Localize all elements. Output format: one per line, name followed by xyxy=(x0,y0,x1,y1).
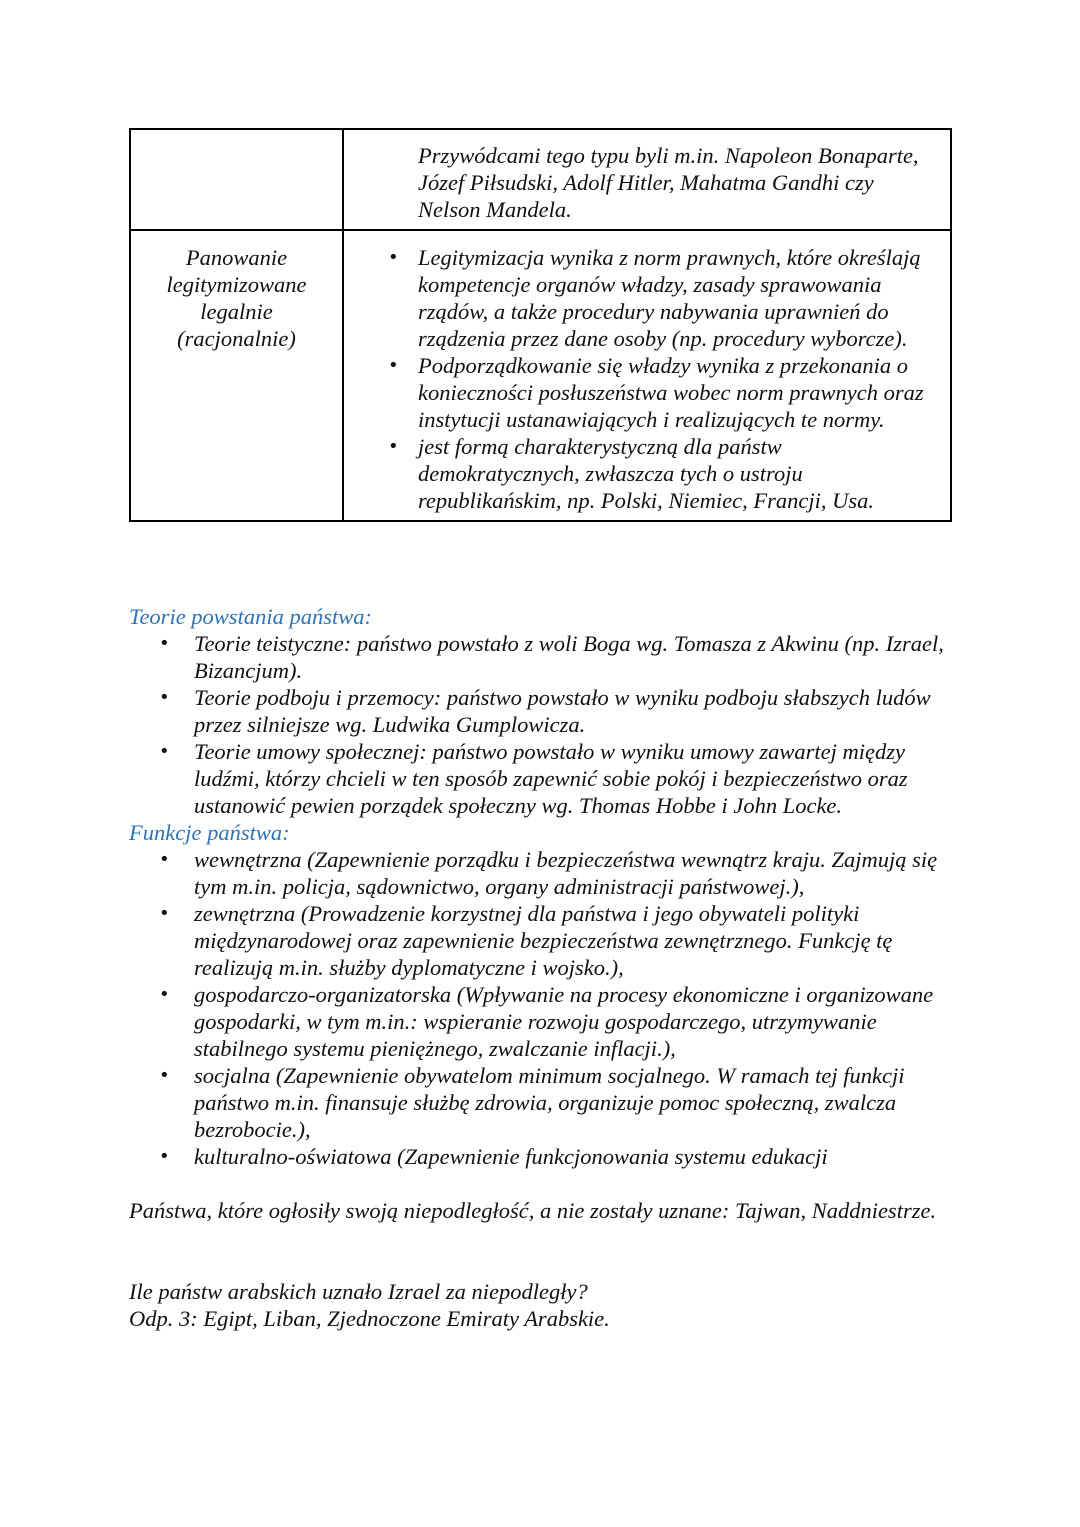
legal-legitimization-label: Panowanie legitymizowane legalnie (racjonalnie) xyxy=(166,245,307,351)
list-item-text: kulturalno-oświatowa (Zapewnienie funkcjonowania systemu edukacji xyxy=(194,1144,828,1169)
list-item xyxy=(159,900,959,981)
theories-list xyxy=(129,630,959,819)
list-item-text: Teorie umowy społecznej: państwo powstało w wyniku umowy zawartej między ludźmi, którzy chcieli w ten sposób zapewnić sobie pokój i bezpieczeństwo oraz ustanowić pewien porządek społeczny wg. Thomas Hobbe i John Locke. xyxy=(194,739,908,818)
list-item-text: socjalna (Zapewnienie obywatelom minimum socjalnego. W ramach tej funkcji państwo m.in. finansuje służbę zdrowia, organizuje pomoc społeczną, zwalcza bezrobocie.), xyxy=(194,1063,905,1142)
legitimization-table xyxy=(129,128,952,522)
table-cell xyxy=(343,230,951,521)
bullet-icon: • xyxy=(159,633,170,654)
list-item-text: Podporządkowanie się władzy wynika z przekonania o konieczności posłuszeństwa wobec norm prawnych oraz instytucji ustanawiających i realizujących te normy. xyxy=(418,353,924,432)
table-row xyxy=(130,230,951,521)
bullet-icon: • xyxy=(388,355,399,376)
list-item-text: wewnętrzna (Zapewnienie porządku i bezpieczeństwa wewnątrz kraju. Zajmują się tym m.in. policja, sądownictwo, organy administracji państwowej.), xyxy=(194,847,938,899)
list-item xyxy=(388,433,940,514)
list-item xyxy=(388,244,940,352)
list-item xyxy=(159,738,959,819)
bullet-icon: • xyxy=(159,903,170,924)
state-functions-section xyxy=(129,819,959,1170)
bullet-icon: • xyxy=(159,1146,170,1167)
bullet-icon: • xyxy=(159,984,170,1005)
list-item xyxy=(159,1062,959,1143)
table-cell xyxy=(130,230,343,521)
list-item xyxy=(388,352,940,433)
list-item-text: Teorie podboju i przemocy: państwo powstało w wyniku podboju słabszych ludów przez silniejsze wg. Ludwika Gumplowicza. xyxy=(194,685,931,737)
answer-text: Odp. 3: Egipt, Liban, Zjednoczone Emiraty Arabskie. xyxy=(129,1306,610,1331)
leaders-text: Przywódcami tego typu byli m.in. Napoleon Bonaparte, Józef Piłsudski, Adolf Hitler, Mahatma Gandhi czy Nelson Mandela. xyxy=(418,143,919,222)
bullet-icon: • xyxy=(159,849,170,870)
list-item-text: jest formą charakterystyczną dla państw demokratycznych, zwłaszcza tych o ustroju republikańskim, np. Polski, Niemiec, Francji, Usa. xyxy=(418,434,874,513)
state-origin-theories-section xyxy=(129,603,959,819)
bullet-icon: • xyxy=(388,247,399,268)
legal-legitimization-list xyxy=(344,231,950,520)
question-block xyxy=(129,1278,959,1332)
list-item-text: Legitymizacja wynika z norm prawnych, które określają kompetencje organów władzy, zasady sprawowania rządów, a także procedury nabywania uprawnień do rządzenia przez dane osoby (np. procedury wyborcze). xyxy=(418,245,921,351)
list-item xyxy=(159,981,959,1062)
bullet-icon: • xyxy=(388,436,399,457)
bullet-icon: • xyxy=(159,1065,170,1086)
table-cell-empty xyxy=(130,129,343,230)
section-heading: Teorie powstania państwa: xyxy=(129,604,372,629)
list-item xyxy=(159,684,959,738)
list-item xyxy=(159,630,959,684)
table-cell xyxy=(343,129,951,230)
list-item-text: zewnętrzna (Prowadzenie korzystnej dla państwa i jego obywateli polityki międzynarodowej oraz zapewnienie bezpieczeństwa zewnętrznego. Funkcję tę realizują m.in. służby dyplomatyczne i wojsko.), xyxy=(194,901,893,980)
bullet-icon: • xyxy=(159,741,170,762)
table-row xyxy=(130,129,951,230)
question-text: Ile państw arabskich uznało Izrael za niepodległy? xyxy=(129,1279,588,1304)
list-item xyxy=(159,846,959,900)
list-item xyxy=(159,1143,959,1170)
section-heading: Funkcje państwa: xyxy=(129,820,290,845)
bullet-icon: • xyxy=(159,687,170,708)
list-item-text: gospodarczo-organizatorska (Wpływanie na procesy ekonomiczne i organizowane gospodarki, w tym m.in.: wspieranie rozwoju gospodarczego, utrzymywanie stabilnego systemu pieniężnego, zwalczanie inflacji.), xyxy=(194,982,934,1061)
unrecognized-states-paragraph: Państwa, które ogłosiły swoją niepodległość, a nie zostały uznane: Tajwan, Naddniestrze. xyxy=(129,1198,937,1223)
functions-list xyxy=(129,846,959,1170)
list-item-text: Teorie teistyczne: państwo powstało z woli Boga wg. Tomasza z Akwinu (np. Izrael, Bizancjum). xyxy=(194,631,944,683)
